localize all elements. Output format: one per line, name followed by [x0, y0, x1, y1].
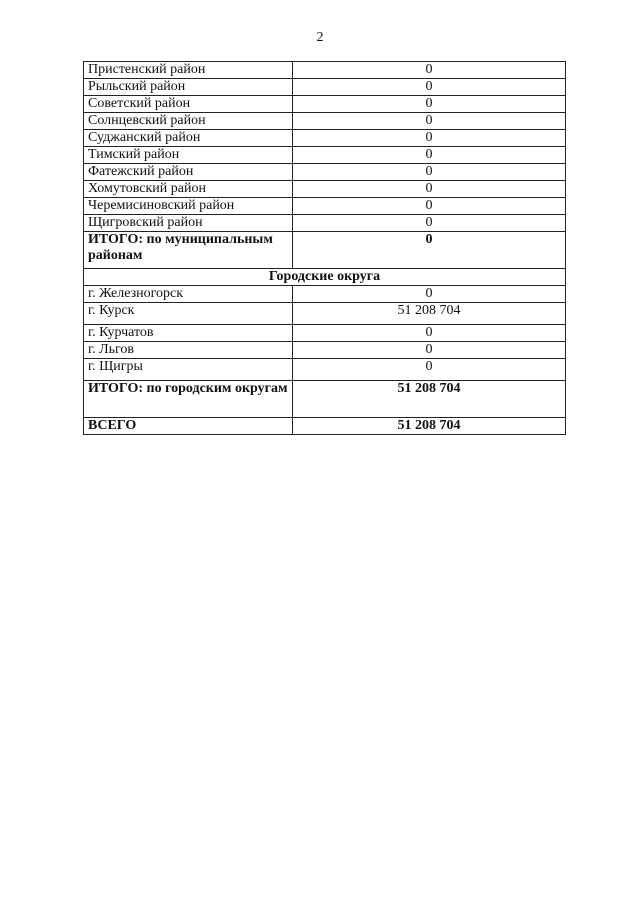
- total-districts-row: [84, 232, 566, 269]
- city-value: 0: [293, 286, 566, 303]
- table-row: [84, 181, 566, 198]
- district-name: Черемисиновский район: [84, 198, 293, 215]
- table-row: [84, 286, 566, 303]
- total-districts-value: 0: [293, 232, 566, 269]
- section-header-row: [84, 269, 566, 286]
- district-value: 0: [293, 181, 566, 198]
- table-row: [84, 359, 566, 381]
- table-row: [84, 198, 566, 215]
- table-row: [84, 96, 566, 113]
- allocation-table: [83, 61, 566, 435]
- table-row: [84, 215, 566, 232]
- district-name: Щигровский район: [84, 215, 293, 232]
- district-value: 0: [293, 130, 566, 147]
- district-name: Пристенский район: [84, 62, 293, 79]
- district-value: 0: [293, 62, 566, 79]
- district-value: 0: [293, 198, 566, 215]
- city-name: г. Курчатов: [84, 325, 293, 342]
- total-cities-label: ИТОГО: по городским округам: [84, 381, 293, 418]
- table-row: [84, 342, 566, 359]
- table-row: [84, 147, 566, 164]
- grand-total-value: 51 208 704: [293, 418, 566, 435]
- table-row: [84, 303, 566, 325]
- city-value: 0: [293, 325, 566, 342]
- table-row: [84, 62, 566, 79]
- city-value: 0: [293, 359, 566, 381]
- table-row: [84, 79, 566, 96]
- total-districts-label: ИТОГО: по муниципальным районам: [84, 232, 293, 269]
- district-value: 0: [293, 96, 566, 113]
- table-row: [84, 164, 566, 181]
- district-name: Советский район: [84, 96, 293, 113]
- district-name: Суджанский район: [84, 130, 293, 147]
- total-cities-row: [84, 381, 566, 418]
- district-value: 0: [293, 164, 566, 181]
- table-row: [84, 113, 566, 130]
- city-name: г. Курск: [84, 303, 293, 325]
- city-name: г. Льгов: [84, 342, 293, 359]
- district-value: 0: [293, 79, 566, 96]
- grand-total-row: [84, 418, 566, 435]
- section-title: Городские округа: [84, 269, 566, 286]
- city-name: г. Железногорск: [84, 286, 293, 303]
- city-value: 51 208 704: [293, 303, 566, 325]
- district-name: Тимский район: [84, 147, 293, 164]
- district-name: Солнцевский район: [84, 113, 293, 130]
- table-row: [84, 325, 566, 342]
- district-value: 0: [293, 215, 566, 232]
- district-name: Рыльский район: [84, 79, 293, 96]
- district-name: Фатежский район: [84, 164, 293, 181]
- district-value: 0: [293, 113, 566, 130]
- district-name: Хомутовский район: [84, 181, 293, 198]
- total-cities-value: 51 208 704: [293, 381, 566, 418]
- table-row: [84, 130, 566, 147]
- grand-total-label: ВСЕГО: [84, 418, 293, 435]
- city-name: г. Щигры: [84, 359, 293, 381]
- page-number: 2: [316, 30, 324, 45]
- district-value: 0: [293, 147, 566, 164]
- city-value: 0: [293, 342, 566, 359]
